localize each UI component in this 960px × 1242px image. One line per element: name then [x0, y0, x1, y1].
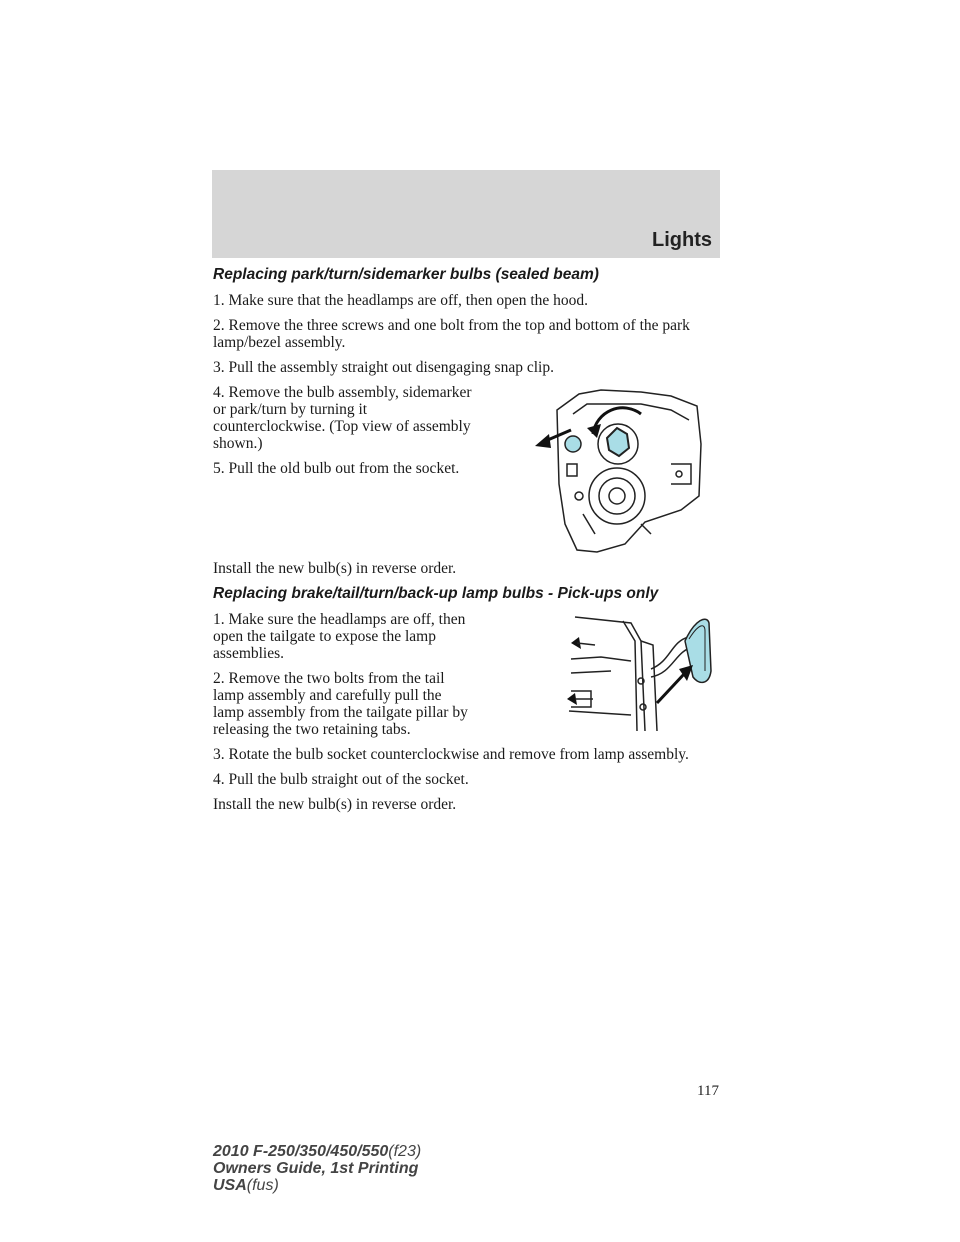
- section2-closing: Install the new bulb(s) in reverse order.: [213, 796, 457, 813]
- park-lamp-illustration: [521, 384, 721, 560]
- footer-printing: Owners Guide, 1st Printing: [213, 1160, 419, 1177]
- page-content: [213, 266, 721, 821]
- park-lamp-assembly-figure: [521, 384, 721, 560]
- footer-print-info: [213, 1143, 421, 1194]
- section2-step-4: 4. Pull the bulb straight out of the socket.: [213, 771, 469, 788]
- section1-step-figure-row: [213, 384, 721, 560]
- section1-step-5: 5. Pull the old bulb out from the socket.: [213, 460, 460, 477]
- footer-region-code: (fus): [246, 1177, 279, 1194]
- footer-region: USA: [213, 1177, 247, 1194]
- section2-step-1: 1. Make sure the headlamps are off, then open the tailgate to expose the lamp assemblies.: [213, 611, 466, 662]
- footer-model-code: (f23): [388, 1143, 422, 1160]
- section1-step-4: 4. Remove the bulb assembly, sidemarker or park/turn by turning it counterclockwise. (Top view of assembly shown.): [213, 384, 472, 452]
- tail-lamp-assembly-figure: [561, 611, 721, 746]
- section1-heading: Replacing park/turn/sidemarker bulbs (sealed beam): [213, 266, 599, 283]
- section1-step-2: 2. Remove the three screws and one bolt from the top and bottom of the park lamp/bezel assembly.: [213, 317, 690, 351]
- section-header-band: [212, 170, 720, 258]
- section1-step-1: 1. Make sure that the headlamps are off, then open the hood.: [213, 292, 589, 309]
- section1-step-3: 3. Pull the assembly straight out disengaging snap clip.: [213, 359, 554, 376]
- tail-lamp-illustration: [561, 611, 721, 735]
- section2-step-3: 3. Rotate the bulb socket counterclockwise and remove from lamp assembly.: [213, 746, 689, 763]
- section2-step-figure-row: [213, 611, 721, 746]
- footer-model: 2010 F-250/350/450/550: [213, 1143, 389, 1160]
- section2-step-2: 2. Remove the two bolts from the tail lamp assembly and carefully pull the lamp assembly from the tailgate pillar by releasing the two retaining tabs.: [213, 670, 468, 738]
- section2-heading: Replacing brake/tail/turn/back-up lamp bulbs - Pick-ups only: [213, 585, 659, 602]
- page-number: 117: [697, 1083, 719, 1099]
- section-title: Lights: [652, 229, 712, 251]
- section1-closing: Install the new bulb(s) in reverse order.: [213, 560, 457, 577]
